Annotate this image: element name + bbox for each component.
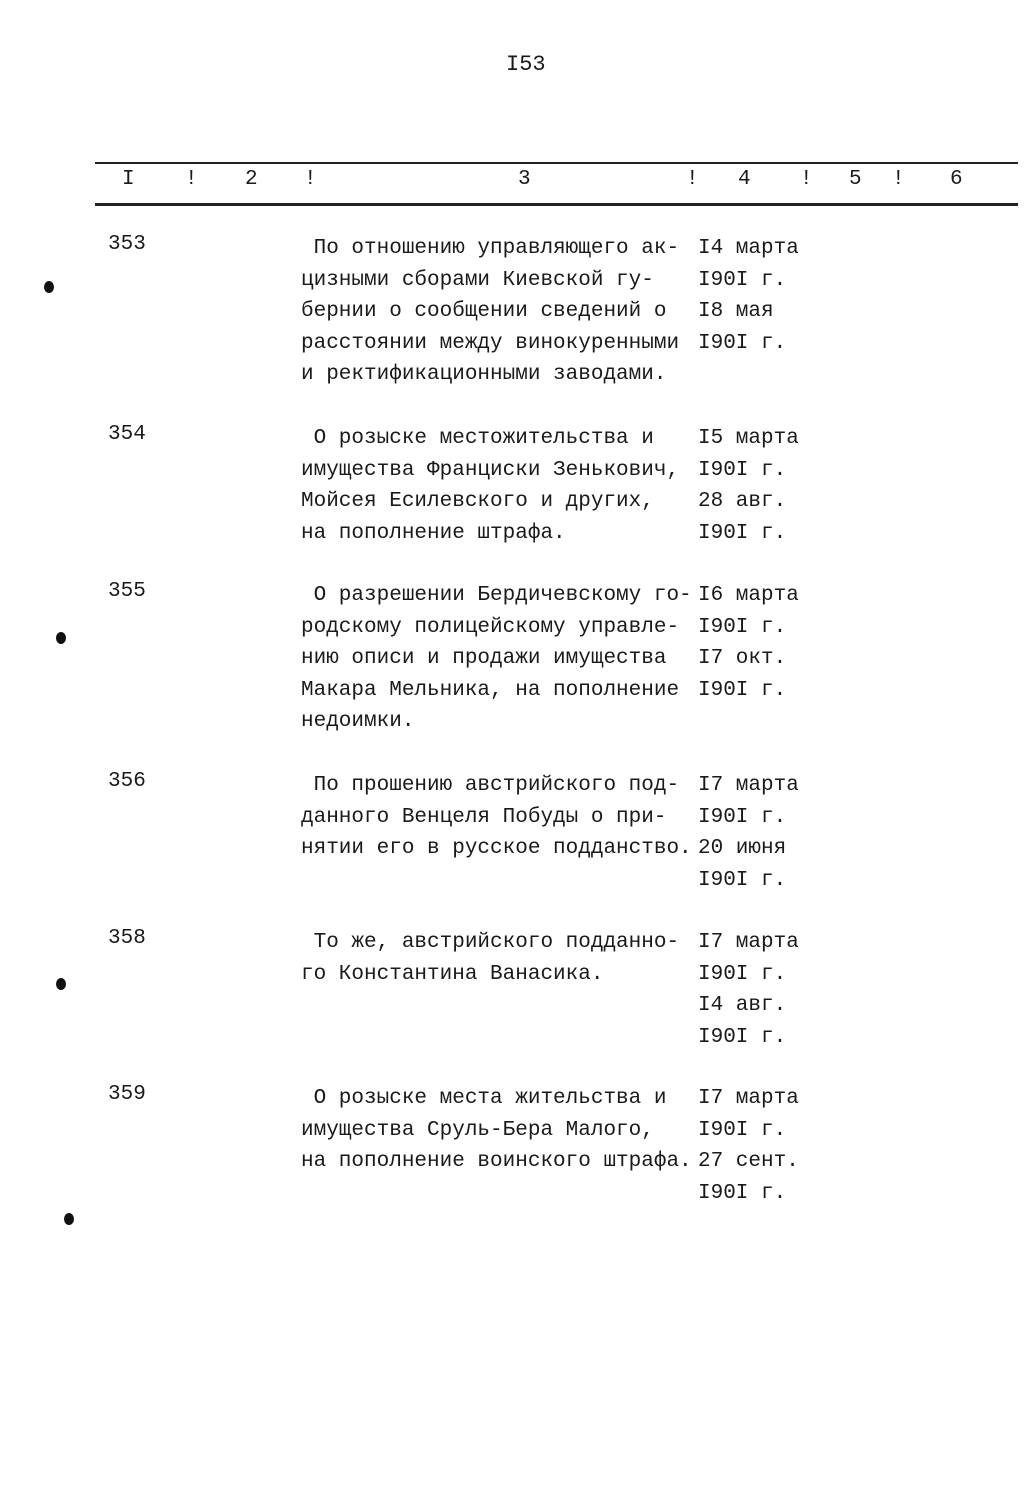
date-line: I8 мая — [698, 300, 774, 323]
header-col-4: 4 — [738, 168, 751, 191]
entry-description — [301, 1083, 692, 1178]
date-line: I4 авг. — [698, 994, 787, 1017]
entry-description — [301, 927, 679, 990]
date-line: I90I г. — [698, 331, 787, 355]
date-line: 27 сент. — [698, 1150, 799, 1173]
entry-description — [301, 233, 679, 391]
punch-hole-mark — [64, 1213, 74, 1225]
entry-dates — [698, 580, 799, 706]
date-line: I90I г. — [698, 615, 787, 639]
description-line: По прошению австрийского под- — [301, 774, 680, 797]
description-line: О разрешении Бердичевскому го- — [301, 584, 692, 607]
entry-number: 353 — [108, 233, 146, 256]
date-line: I7 марта — [698, 931, 799, 954]
date-line: I90I г. — [698, 458, 787, 482]
description-line: го Константина Ванасика. — [301, 962, 604, 986]
entry-number: 355 — [108, 580, 146, 603]
description-line: на пополнение штрафа. — [301, 521, 566, 545]
description-line: бернии о сообщении сведений о — [301, 300, 667, 323]
entry-dates — [698, 233, 799, 359]
entry-number: 359 — [108, 1083, 146, 1106]
date-line: 20 июня — [698, 837, 787, 860]
entry-dates — [698, 1083, 799, 1209]
date-line: I5 марта — [698, 427, 799, 450]
header-separator: ! — [892, 168, 905, 191]
date-line: I90I г. — [698, 962, 787, 986]
description-line: цизными сборами Киевской гу- — [301, 268, 654, 292]
description-line: родскому полицейскому управле- — [301, 615, 680, 639]
entry-description — [301, 770, 692, 865]
date-line: I90I г. — [698, 1118, 787, 1142]
entry-number: 356 — [108, 770, 146, 793]
punch-hole-mark — [56, 978, 66, 990]
entry-number: 358 — [108, 927, 146, 950]
date-line: I90I г. — [698, 678, 787, 702]
entry-dates — [698, 927, 799, 1053]
description-line: Мойсея Есилевского и других, — [301, 490, 654, 513]
entry-dates — [698, 423, 799, 549]
header-separator: ! — [304, 168, 317, 191]
date-line: 28 авг. — [698, 490, 787, 513]
description-line: на пополнение воинского штрафа. — [301, 1150, 692, 1173]
description-line: То же, австрийского подданно- — [301, 931, 680, 954]
table-top-rule — [95, 162, 1018, 164]
page-number: I53 — [506, 52, 546, 77]
description-line: недоимки. — [301, 710, 415, 733]
entry-number: 354 — [108, 423, 146, 446]
date-line: I90I г. — [698, 868, 787, 892]
date-line: I7 окт. — [698, 647, 787, 670]
header-col-2: 2 — [245, 168, 258, 191]
header-col-1: I — [122, 168, 135, 191]
date-line: I7 марта — [698, 774, 799, 797]
description-line: расстоянии между винокуренными — [301, 331, 680, 355]
date-line: I7 марта — [698, 1087, 799, 1110]
date-line: I90I г. — [698, 1025, 787, 1049]
entry-description — [301, 423, 679, 549]
header-separator: ! — [686, 168, 699, 191]
description-line: и ректификационными заводами. — [301, 363, 667, 386]
description-line: данного Венцеля Побуды о при- — [301, 805, 667, 829]
date-line: I6 марта — [698, 584, 799, 607]
date-line: I90I г. — [698, 521, 787, 545]
date-line: I4 марта — [698, 237, 799, 260]
entry-dates — [698, 770, 799, 896]
entry-description — [301, 580, 692, 738]
description-line: О розыске местожительства и — [301, 427, 654, 450]
header-separator: ! — [800, 168, 813, 191]
date-line: I90I г. — [698, 268, 787, 292]
punch-hole-mark — [56, 632, 66, 644]
date-line: I90I г. — [698, 805, 787, 829]
description-line: нию описи и продажи имущества — [301, 647, 667, 670]
description-line: имущества Франциски Зенькович, — [301, 458, 680, 482]
header-col-3: 3 — [518, 168, 531, 191]
description-line: нятии его в русское подданство. — [301, 837, 692, 860]
description-line: По отношению управляющего ак- — [301, 237, 680, 260]
header-col-5: 5 — [849, 168, 862, 191]
header-col-6: 6 — [950, 168, 963, 191]
table-header-rule — [95, 203, 1018, 206]
description-line: Макара Мельника, на пополнение — [301, 678, 680, 702]
description-line: О розыске места жительства и — [301, 1087, 667, 1110]
punch-hole-mark — [44, 281, 54, 293]
date-line: I90I г. — [698, 1181, 787, 1205]
description-line: имущества Сруль-Бера Малого, — [301, 1118, 654, 1142]
header-separator: ! — [185, 168, 198, 191]
